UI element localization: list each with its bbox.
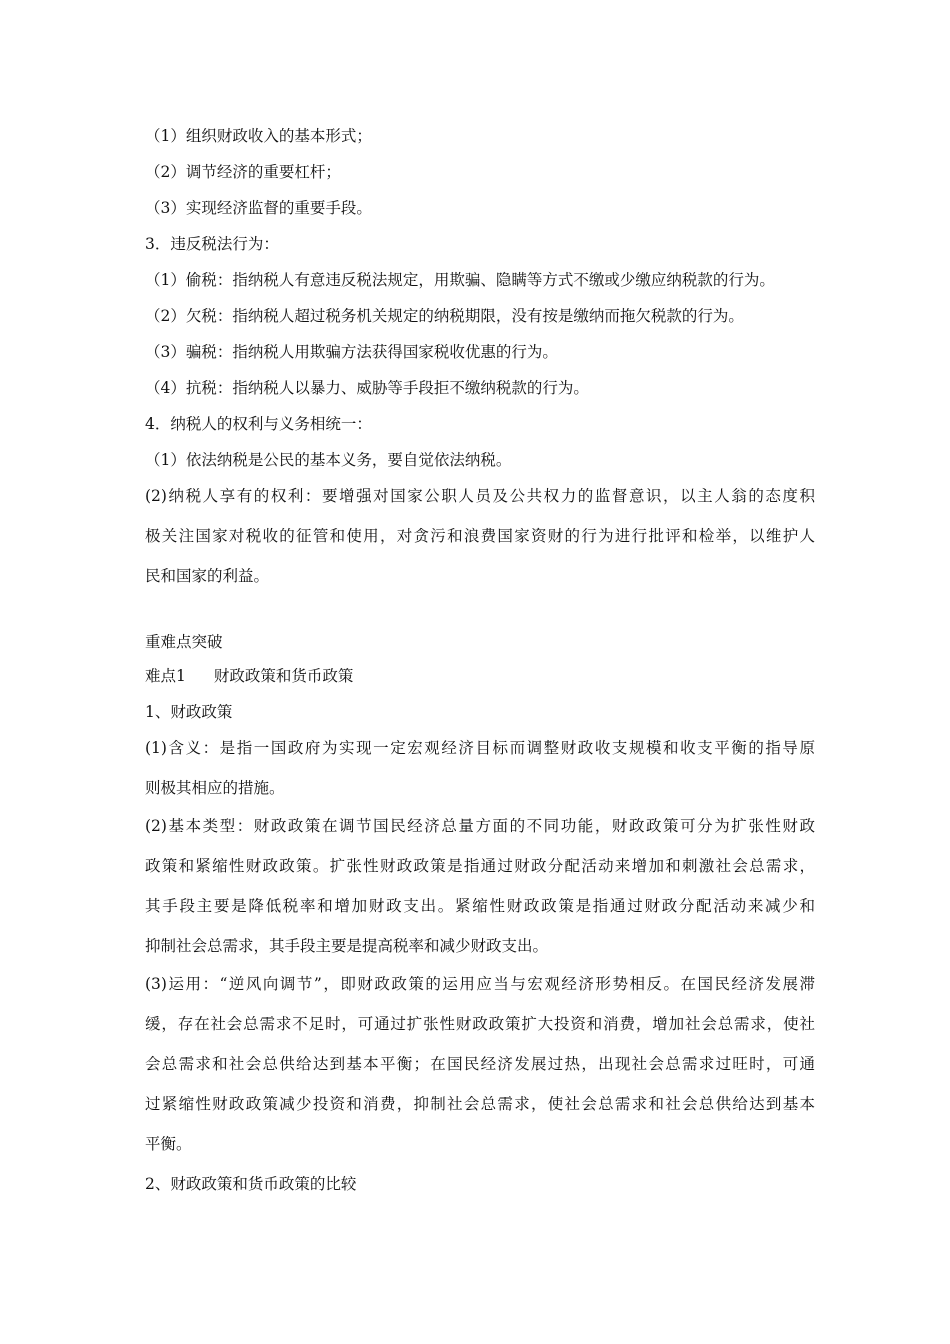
paragraph-line: (1)含义：是指一国政府为实现一定宏观经济目标而调整财政收支规模和收支平衡的指导原 xyxy=(145,739,815,757)
section-heading: 4．纳税人的权利与义务相统一： xyxy=(145,415,372,433)
list-item: （1）偷税：指纳税人有意违反税法规定，用欺骗、隐瞒等方式不缴或少缴应纳税款的行为。 xyxy=(145,271,775,289)
paragraph-line: 抑制社会总需求，其手段主要是提高税率和减少财政支出。 xyxy=(145,937,549,955)
section-heading xyxy=(145,666,815,686)
paragraph-line: 过紧缩性财政政策减少投资和消费，抑制社会总需求，使社会总需求和社会总供给达到基本 xyxy=(145,1095,815,1113)
paragraph-line: 极关注国家对税收的征管和使用，对贪污和浪费国家资财的行为进行批评和检举，以维护人 xyxy=(145,527,815,545)
paragraph-line: 会总需求和社会总供给达到基本平衡；在国民经济发展过热，出现社会总需求过旺时，可通 xyxy=(145,1055,815,1073)
paragraph-line: 平衡。 xyxy=(145,1135,192,1153)
page-title: 重难点突破 xyxy=(145,633,223,651)
difficulty-label: 难点1 xyxy=(145,667,186,685)
list-item: （3）实现经济监督的重要手段。 xyxy=(145,199,372,217)
list-item: （2）欠税：指纳税人超过税务机关规定的纳税期限，没有按是缴纳而拖欠税款的行为。 xyxy=(145,307,744,325)
list-item: （3）骗税：指纳税人用欺骗方法获得国家税收优惠的行为。 xyxy=(145,343,558,361)
paragraph-line: 则极其相应的措施。 xyxy=(145,779,285,797)
paragraph-line: (2)基本类型：财政政策在调节国民经济总量方面的不同功能，财政政策可分为扩张性财政 xyxy=(145,817,815,835)
list-item: （1）依法纳税是公民的基本义务，要自觉依法纳税。 xyxy=(145,451,512,469)
paragraph-line: 其手段主要是降低税率和增加财政支出。紧缩性财政政策是指通过财政分配活动来减少和 xyxy=(145,897,815,915)
difficulty-title: 财政政策和货币政策 xyxy=(213,667,354,685)
list-item: （2）调节经济的重要杠杆； xyxy=(145,163,341,181)
paragraph-line: 缓，存在社会总需求不足时，可通过扩张性财政政策扩大投资和消费，增加社会总需求，使社 xyxy=(145,1015,815,1033)
section-heading: 1、财政政策 xyxy=(145,703,233,721)
list-item: （4）抗税：指纳税人以暴力、威胁等手段拒不缴纳税款的行为。 xyxy=(145,379,589,397)
paragraph-line: (3)运用：“逆风向调节”，即财政政策的运用应当与宏观经济形势相反。在国民经济发展滞 xyxy=(145,975,815,993)
section-heading: 3．违反税法行为： xyxy=(145,235,279,253)
section-heading: 2、财政政策和货币政策的比较 xyxy=(145,1175,357,1193)
paragraph-line: (2)纳税人享有的权利：要增强对国家公职人员及公共权力的监督意识，以主人翁的态度积 xyxy=(145,487,815,505)
list-item: （1）组织财政收入的基本形式； xyxy=(145,127,372,145)
paragraph-line: 民和国家的利益。 xyxy=(145,567,270,585)
paragraph-line: 政策和紧缩性财政政策。扩张性财政政策是指通过财政分配活动来增加和刺激社会总需求， xyxy=(145,857,815,875)
